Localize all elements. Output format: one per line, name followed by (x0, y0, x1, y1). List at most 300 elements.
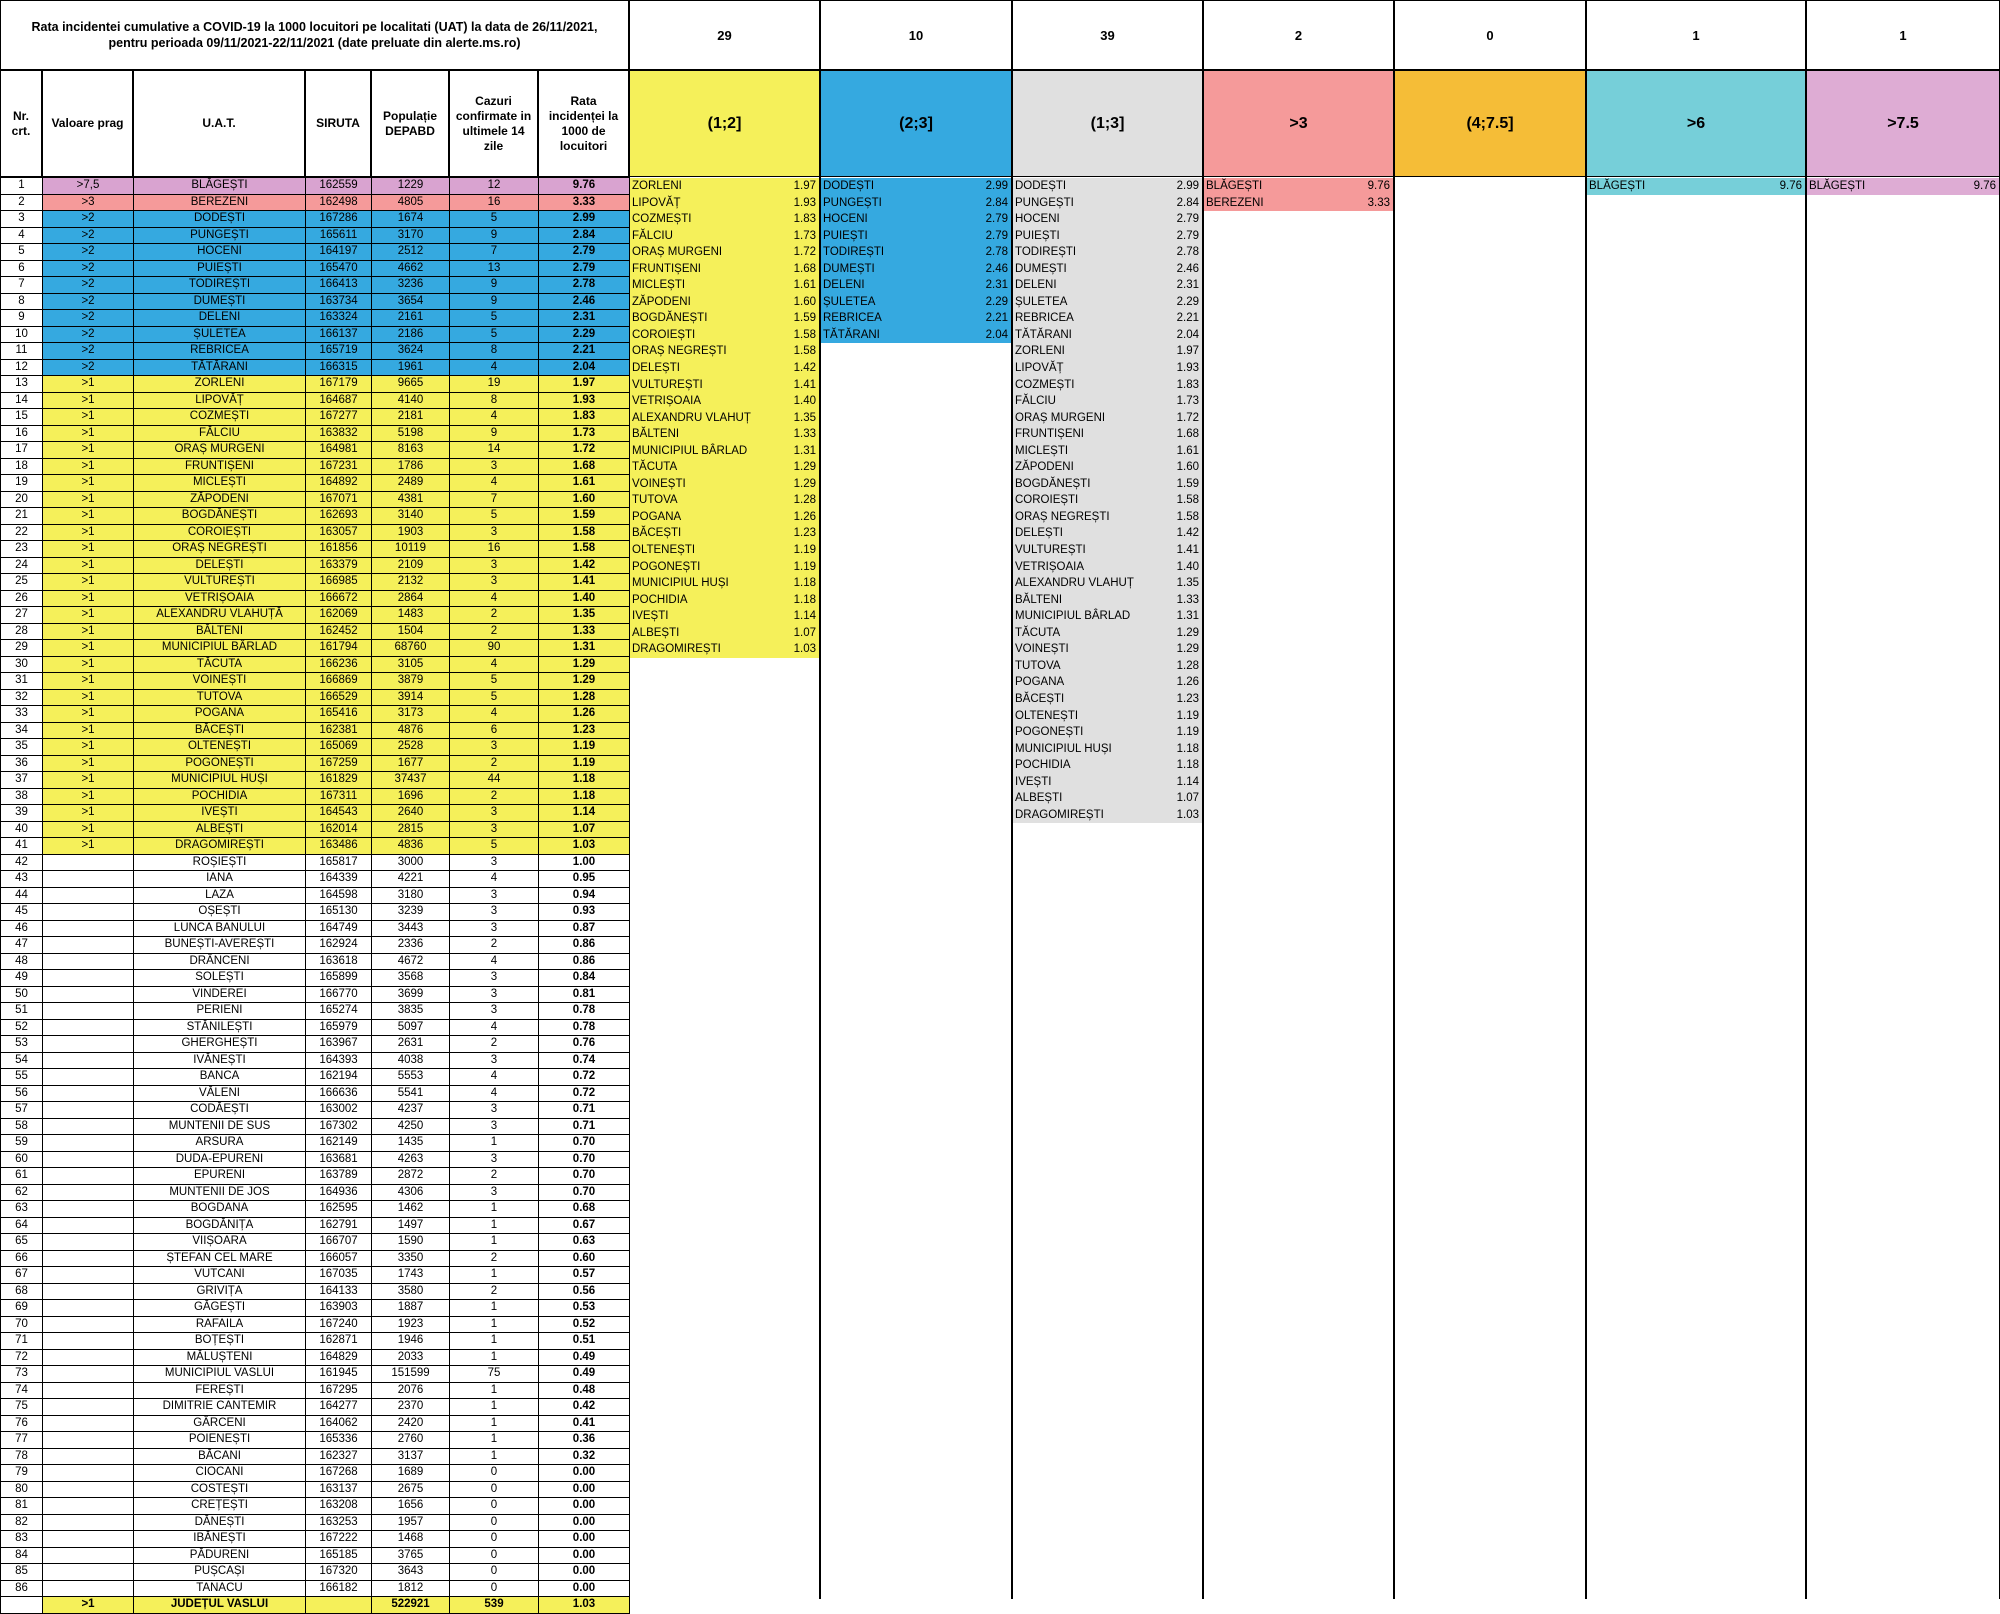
cell-prag (43, 1036, 134, 1053)
cell-prag: >2 (43, 227, 134, 244)
cell-rata: 1.19 (539, 739, 630, 756)
cell-uat: PUȘCAȘI (134, 1564, 306, 1581)
group-item-name: VOINEȘTI (1015, 643, 1069, 656)
table-row (1, 508, 630, 525)
cell-prag: >2 (43, 359, 134, 376)
cell-siruta: 165274 (306, 1003, 372, 1020)
cell-rata: 0.56 (539, 1283, 630, 1300)
group-item-value: 1.29 (1176, 626, 1199, 639)
cell-populatie: 5541 (372, 1085, 450, 1102)
cell-uat: MUNICIPIUL HUȘI (134, 772, 306, 789)
cell-prag (43, 887, 134, 904)
group-list-item (1013, 658, 1202, 675)
group-column (1806, 177, 2000, 1599)
cell-rata: 2.99 (539, 211, 630, 228)
cell-rata: 0.86 (539, 937, 630, 954)
group-list-item (630, 559, 819, 576)
table-row (1, 1102, 630, 1119)
cell-rata: 0.36 (539, 1432, 630, 1449)
cell-cazuri: 3 (450, 1118, 539, 1135)
cell-prag (43, 1333, 134, 1350)
group-list-item (630, 261, 819, 278)
table-row (1, 227, 630, 244)
group-list-item (630, 277, 819, 294)
cell-siruta: 164197 (306, 244, 372, 261)
group-item-value: 2.46 (1176, 262, 1199, 275)
cell-prag: >1 (43, 772, 134, 789)
group-item-name: ORAȘ MURGENI (1015, 411, 1106, 424)
table-row (1, 1498, 630, 1515)
group-item-value: 1.23 (793, 527, 816, 540)
cell-uat: TUTOVA (134, 689, 306, 706)
table-row (1, 1036, 630, 1053)
group-list (1807, 178, 1999, 195)
group-list-item (1013, 790, 1202, 807)
cell-rata: 1.29 (539, 673, 630, 690)
cell-prag: >1 (43, 607, 134, 624)
group-item-value: 2.79 (985, 213, 1008, 226)
table-row (1, 937, 630, 954)
cell-rata: 2.78 (539, 277, 630, 294)
group-item-name: POGANA (632, 510, 682, 523)
cell-nr: 46 (1, 920, 43, 937)
cell-nr: 55 (1, 1069, 43, 1086)
cell-populatie: 1903 (372, 524, 450, 541)
group-range-header: (1;2] (629, 70, 820, 177)
group-list-item (630, 343, 819, 360)
cell-uat: STĂNILEȘTI (134, 1019, 306, 1036)
cell-uat: ARSURA (134, 1135, 306, 1152)
group-item-value: 2.04 (985, 328, 1008, 341)
cell-prag (43, 1184, 134, 1201)
group-column (1394, 177, 1586, 1599)
table-row (1, 920, 630, 937)
cell-uat: ORAȘ MURGENI (134, 442, 306, 459)
cell-siruta: 165185 (306, 1547, 372, 1564)
total-cell (1, 1597, 43, 1614)
cell-cazuri: 0 (450, 1481, 539, 1498)
group-item-name: VULTUREȘTI (632, 378, 703, 391)
table-row (1, 1267, 630, 1284)
cell-cazuri: 0 (450, 1465, 539, 1482)
cell-prag: >7,5 (43, 178, 134, 195)
table-row (1, 194, 630, 211)
table-row (1, 1019, 630, 1036)
group-item-name: POGONEȘTI (1015, 726, 1084, 739)
cell-populatie: 2033 (372, 1349, 450, 1366)
cell-prag: >1 (43, 442, 134, 459)
total-cell: JUDEȚUL VASLUI (134, 1597, 306, 1614)
group-item-value: 1.35 (1176, 577, 1199, 590)
cell-uat: MUNTENII DE JOS (134, 1184, 306, 1201)
table-row (1, 1481, 630, 1498)
group-item-name: DELENI (823, 279, 865, 292)
cell-rata: 0.71 (539, 1118, 630, 1135)
cell-nr: 11 (1, 343, 43, 360)
group-list-item (630, 592, 819, 609)
cell-cazuri: 9 (450, 227, 539, 244)
group-list-item (1013, 674, 1202, 691)
title-line-1: Rata incidentei cumulative a COVID-19 la 1000 locuitori pe localitati (UAT) la data de 26/11/2021, (31, 20, 598, 34)
cell-siruta: 167268 (306, 1465, 372, 1482)
cell-prag: >1 (43, 640, 134, 657)
cell-rata: 2.04 (539, 359, 630, 376)
cell-uat: BĂCEȘTI (134, 722, 306, 739)
cell-cazuri: 5 (450, 310, 539, 327)
group-item-name: TUTOVA (1015, 659, 1061, 672)
group-item-name: DODEȘTI (1015, 180, 1067, 192)
cell-prag (43, 1217, 134, 1234)
cell-prag (43, 937, 134, 954)
group-list-item (1013, 708, 1202, 725)
cell-nr: 33 (1, 706, 43, 723)
group-item-value: 1.31 (1176, 610, 1199, 623)
cell-uat: POGONEȘTI (134, 755, 306, 772)
cell-nr: 72 (1, 1349, 43, 1366)
cell-prag: >1 (43, 788, 134, 805)
group-list-item (630, 410, 819, 427)
table-row (1, 1366, 630, 1383)
cell-nr: 39 (1, 805, 43, 822)
uat-table (0, 177, 630, 1614)
cell-rata: 0.70 (539, 1184, 630, 1201)
group-item-value: 1.93 (1176, 362, 1199, 375)
cell-cazuri: 1 (450, 1267, 539, 1284)
cell-siruta: 163057 (306, 524, 372, 541)
cell-cazuri: 4 (450, 590, 539, 607)
group-column (1586, 177, 1806, 1599)
cell-cazuri: 8 (450, 343, 539, 360)
cell-populatie: 4250 (372, 1118, 450, 1135)
header-rata: Rata incidenței la 1000 de locuitori (538, 70, 629, 177)
cell-nr: 83 (1, 1531, 43, 1548)
cell-populatie: 3643 (372, 1564, 450, 1581)
group-item-name: BĂCEȘTI (632, 527, 682, 540)
cell-nr: 70 (1, 1316, 43, 1333)
cell-nr: 24 (1, 557, 43, 574)
cell-nr: 28 (1, 623, 43, 640)
cell-siruta: 161856 (306, 541, 372, 558)
cell-populatie: 1786 (372, 458, 450, 475)
cell-prag (43, 1366, 134, 1383)
cell-prag (43, 1399, 134, 1416)
group-list-item (1013, 327, 1202, 344)
table-row (1, 475, 630, 492)
cell-prag (43, 1564, 134, 1581)
cell-cazuri: 3 (450, 904, 539, 921)
group-item-value: 1.68 (1176, 428, 1199, 441)
cell-populatie: 8163 (372, 442, 450, 459)
cell-rata: 0.70 (539, 1168, 630, 1185)
table-row (1, 574, 630, 591)
cell-prag: >1 (43, 541, 134, 558)
group-column (820, 177, 1012, 1599)
table-row (1, 1399, 630, 1416)
cell-siruta: 167259 (306, 755, 372, 772)
group-item-name: COZMEȘTI (1015, 378, 1075, 391)
cell-uat: TODIREȘTI (134, 277, 306, 294)
cell-uat: DUMEȘTI (134, 293, 306, 310)
cell-nr: 53 (1, 1036, 43, 1053)
cell-uat: GHERGHEȘTI (134, 1036, 306, 1053)
group-list-item (1013, 575, 1202, 592)
cell-uat: DUDA-EPURENI (134, 1151, 306, 1168)
cell-prag: >2 (43, 211, 134, 228)
cell-rata: 0.00 (539, 1481, 630, 1498)
cell-cazuri: 0 (450, 1531, 539, 1548)
group-item-value: 1.68 (793, 262, 816, 275)
table-row (1, 1234, 630, 1251)
title-line-2: pentru perioada 09/11/2021-22/11/2021 (date preluate din alerte.ms.ro) (108, 36, 521, 50)
table-row (1, 1514, 630, 1531)
cell-rata: 0.00 (539, 1580, 630, 1597)
cell-nr: 15 (1, 409, 43, 426)
group-item-name: MUNICIPIUL BÂRLAD (1015, 610, 1131, 623)
group-item-name: BĂLTENI (1015, 593, 1063, 606)
total-cell: 522921 (372, 1597, 450, 1614)
cell-cazuri: 4 (450, 475, 539, 492)
cell-populatie: 3137 (372, 1448, 450, 1465)
cell-nr: 25 (1, 574, 43, 591)
group-item-value: 1.33 (793, 428, 816, 441)
cell-uat: MUNICIPIUL BÂRLAD (134, 640, 306, 657)
cell-siruta: 162069 (306, 607, 372, 624)
cell-prag (43, 1415, 134, 1432)
cell-uat: EPURENI (134, 1168, 306, 1185)
cell-cazuri: 4 (450, 359, 539, 376)
cell-populatie: 3170 (372, 227, 450, 244)
cell-rata: 0.57 (539, 1267, 630, 1284)
table-row (1, 1052, 630, 1069)
group-item-value: 1.26 (1176, 676, 1199, 689)
group-item-value: 2.29 (1176, 295, 1199, 308)
cell-populatie: 1462 (372, 1201, 450, 1218)
cell-cazuri: 2 (450, 755, 539, 772)
cell-cazuri: 2 (450, 1250, 539, 1267)
cell-populatie: 3443 (372, 920, 450, 937)
group-list-item (630, 178, 819, 195)
cell-siruta: 163253 (306, 1514, 372, 1531)
group-item-name: BLĂGEȘTI (1206, 180, 1263, 192)
cell-nr: 43 (1, 871, 43, 888)
cell-prag: >1 (43, 574, 134, 591)
group-item-name: COROIEȘTI (1015, 494, 1079, 507)
cell-siruta: 164277 (306, 1399, 372, 1416)
group-list-item (1013, 310, 1202, 327)
group-range-header: (1;3] (1012, 70, 1203, 177)
cell-prag (43, 1052, 134, 1069)
cell-cazuri: 1 (450, 1217, 539, 1234)
cell-prag (43, 1432, 134, 1449)
cell-nr: 59 (1, 1135, 43, 1152)
cell-siruta: 162014 (306, 821, 372, 838)
cell-siruta: 167311 (306, 788, 372, 805)
cell-populatie: 3105 (372, 656, 450, 673)
cell-siruta: 166315 (306, 359, 372, 376)
cell-prag: >1 (43, 838, 134, 855)
cell-cazuri: 1 (450, 1399, 539, 1416)
cell-cazuri: 5 (450, 673, 539, 690)
group-item-value: 1.72 (1176, 411, 1199, 424)
report-title (0, 0, 629, 70)
cell-rata: 2.21 (539, 343, 630, 360)
group-item-name: REBRICEA (823, 312, 882, 325)
cell-prag (43, 1382, 134, 1399)
cell-rata: 0.51 (539, 1333, 630, 1350)
group-item-value: 1.03 (793, 643, 816, 656)
cell-siruta: 164598 (306, 887, 372, 904)
group-item-name: POGONEȘTI (632, 560, 701, 573)
cell-cazuri: 3 (450, 1184, 539, 1201)
cell-siruta: 163379 (306, 557, 372, 574)
group-item-name: DELEȘTI (1015, 527, 1063, 540)
cell-prag (43, 920, 134, 937)
cell-siruta: 162149 (306, 1135, 372, 1152)
cell-siruta: 167231 (306, 458, 372, 475)
table-row (1, 1151, 630, 1168)
cell-nr: 18 (1, 458, 43, 475)
group-item-name: TODIREȘTI (823, 246, 885, 259)
cell-cazuri: 3 (450, 739, 539, 756)
cell-populatie: 2489 (372, 475, 450, 492)
cell-nr: 16 (1, 425, 43, 442)
cell-cazuri: 5 (450, 326, 539, 343)
cell-uat: LAZA (134, 887, 306, 904)
cell-populatie: 2640 (372, 805, 450, 822)
cell-rata: 1.73 (539, 425, 630, 442)
group-item-value: 1.07 (1176, 792, 1199, 805)
cell-nr: 29 (1, 640, 43, 657)
cell-populatie: 4237 (372, 1102, 450, 1119)
cell-cazuri: 2 (450, 607, 539, 624)
cell-populatie: 2109 (372, 557, 450, 574)
group-item-value: 1.18 (1176, 759, 1199, 772)
cell-uat: COSTEȘTI (134, 1481, 306, 1498)
group-list-item (630, 575, 819, 592)
cell-rata: 0.00 (539, 1564, 630, 1581)
cell-populatie: 3879 (372, 673, 450, 690)
cell-populatie: 3699 (372, 986, 450, 1003)
cell-siruta: 166636 (306, 1085, 372, 1102)
group-list-item (1013, 476, 1202, 493)
table-row (1, 953, 630, 970)
cell-uat: IBĂNEȘTI (134, 1531, 306, 1548)
cell-uat: DELEȘTI (134, 557, 306, 574)
table-row (1, 524, 630, 541)
cell-nr: 82 (1, 1514, 43, 1531)
cell-cazuri: 3 (450, 1003, 539, 1020)
table-row (1, 706, 630, 723)
cell-prag: >2 (43, 244, 134, 261)
cell-prag (43, 1498, 134, 1515)
group-item-name: COROIEȘTI (632, 328, 696, 341)
cell-siruta: 165817 (306, 854, 372, 871)
cell-rata: 1.58 (539, 524, 630, 541)
group-list-item (630, 426, 819, 443)
group-list-item (821, 195, 1011, 212)
cell-siruta: 163681 (306, 1151, 372, 1168)
cell-cazuri: 1 (450, 1316, 539, 1333)
cell-cazuri: 1 (450, 1382, 539, 1399)
group-item-value: 9.76 (1973, 180, 1996, 192)
cell-rata: 3.33 (539, 194, 630, 211)
cell-nr: 68 (1, 1283, 43, 1300)
cell-cazuri: 3 (450, 574, 539, 591)
header-cazuri: Cazuri confirmate in ultimele 14 zile (449, 70, 538, 177)
cell-cazuri: 1 (450, 1135, 539, 1152)
cell-cazuri: 12 (450, 178, 539, 195)
cell-rata: 1.07 (539, 821, 630, 838)
cell-prag (43, 1547, 134, 1564)
cell-siruta: 165069 (306, 739, 372, 756)
group-item-name: HOCENI (1015, 213, 1060, 226)
group-list-item (1013, 559, 1202, 576)
group-list-item (1013, 244, 1202, 261)
cell-siruta: 166137 (306, 326, 372, 343)
cell-uat: FRUNTIȘENI (134, 458, 306, 475)
cell-prag: >2 (43, 293, 134, 310)
table-row (1, 1217, 630, 1234)
group-item-value: 1.59 (793, 312, 816, 325)
table-row (1, 1316, 630, 1333)
cell-populatie: 4038 (372, 1052, 450, 1069)
table-row (1, 359, 630, 376)
cell-cazuri: 1 (450, 1201, 539, 1218)
cell-uat: GRIVIȚA (134, 1283, 306, 1300)
cell-populatie: 3765 (372, 1547, 450, 1564)
group-list-item (821, 244, 1011, 261)
table-row (1, 1003, 630, 1020)
cell-uat: MUNTENII DE SUS (134, 1118, 306, 1135)
cell-uat: VUTCANI (134, 1267, 306, 1284)
group-item-name: OLTENEȘTI (1015, 709, 1079, 722)
cell-uat: VOINEȘTI (134, 673, 306, 690)
cell-nr: 32 (1, 689, 43, 706)
cell-uat: PERIENI (134, 1003, 306, 1020)
cell-populatie: 1590 (372, 1234, 450, 1251)
cell-rata: 0.49 (539, 1349, 630, 1366)
cell-uat: ROȘIEȘTI (134, 854, 306, 871)
cell-siruta: 164981 (306, 442, 372, 459)
group-list-item (821, 178, 1011, 195)
cell-rata: 1.18 (539, 772, 630, 789)
cell-prag: >1 (43, 706, 134, 723)
cell-populatie: 4263 (372, 1151, 450, 1168)
group-list-item (821, 294, 1011, 311)
group-item-value: 1.19 (1176, 726, 1199, 739)
cell-siruta: 167222 (306, 1531, 372, 1548)
group-list-item (630, 211, 819, 228)
cell-nr: 19 (1, 475, 43, 492)
group-item-value: 1.14 (1176, 775, 1199, 788)
table-row (1, 689, 630, 706)
cell-prag (43, 1151, 134, 1168)
cell-prag: >1 (43, 409, 134, 426)
cell-populatie: 3580 (372, 1283, 450, 1300)
cell-nr: 85 (1, 1564, 43, 1581)
cell-populatie: 3180 (372, 887, 450, 904)
cell-populatie: 3000 (372, 854, 450, 871)
cell-prag (43, 1069, 134, 1086)
cell-rata: 1.31 (539, 640, 630, 657)
group-list-item (630, 393, 819, 410)
cell-uat: ZORLENI (134, 376, 306, 393)
cell-cazuri: 16 (450, 541, 539, 558)
cell-nr: 50 (1, 986, 43, 1003)
cell-prag: >2 (43, 260, 134, 277)
cell-cazuri: 44 (450, 772, 539, 789)
cell-cazuri: 3 (450, 458, 539, 475)
